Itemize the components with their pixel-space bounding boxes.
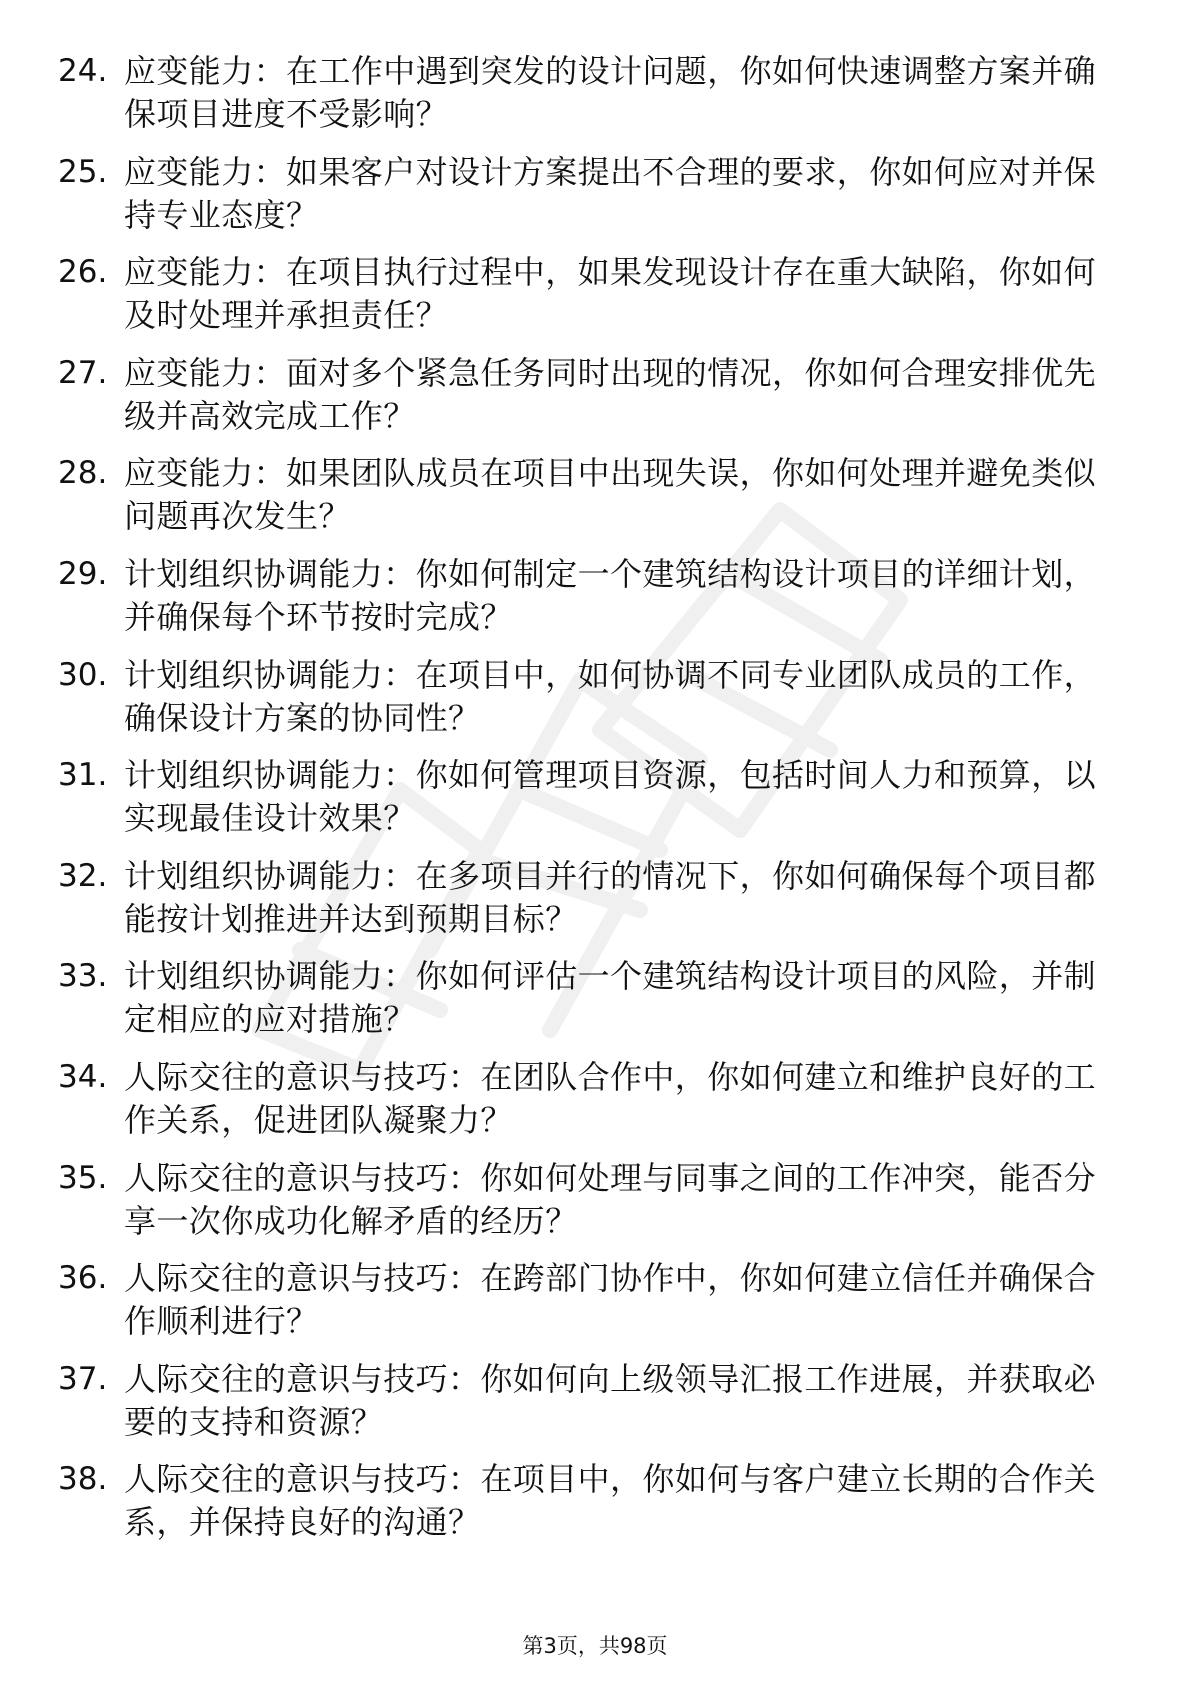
question-text: 人际交往的意识与技巧：你如何向上级领导汇报工作进展，并获取必要的支持和资源？ bbox=[124, 1359, 1097, 1441]
question-number: 35. bbox=[58, 1159, 108, 1196]
question-number: 24. bbox=[58, 53, 108, 89]
question-item bbox=[58, 1056, 1118, 1142]
question-number: 27. bbox=[58, 354, 108, 391]
question-item bbox=[58, 452, 1118, 538]
question-item bbox=[58, 855, 1118, 941]
question-item bbox=[58, 1458, 1118, 1544]
question-number: 33. bbox=[58, 958, 108, 995]
question-text: 计划组织协调能力：在多项目并行的情况下，你如何确保每个项目都能按计划推进并达到预期目标？ bbox=[124, 856, 1097, 938]
question-number: 25. bbox=[58, 153, 108, 190]
question-text: 计划组织协调能力：在项目中，如何协调不同专业团队成员的工作，确保设计方案的协同性？ bbox=[124, 655, 1097, 737]
question-number: 32. bbox=[58, 857, 108, 894]
question-item bbox=[58, 1257, 1118, 1343]
question-text: 应变能力：面对多个紧急任务同时出现的情况，你如何合理安排优先级并高效完成工作？ bbox=[124, 353, 1097, 435]
question-text: 计划组织协调能力：你如何制定一个建筑结构设计项目的详细计划，并确保每个环节按时完成？ bbox=[124, 554, 1097, 636]
question-text: 人际交往的意识与技巧：在项目中，你如何与客户建立长期的合作关系，并保持良好的沟通？ bbox=[124, 1460, 1097, 1542]
question-number: 34. bbox=[58, 1058, 108, 1095]
question-number: 31. bbox=[58, 757, 108, 794]
question-item bbox=[58, 754, 1118, 840]
question-list bbox=[58, 50, 1118, 1559]
question-text: 人际交往的意识与技巧：在团队合作中，你如何建立和维护良好的工作关系，促进团队凝聚力？ bbox=[124, 1057, 1097, 1139]
question-number: 36. bbox=[58, 1260, 108, 1297]
question-text: 人际交往的意识与技巧：你如何处理与同事之间的工作冲突，能否分享一次你成功化解矛盾的经历？ bbox=[124, 1158, 1097, 1240]
question-number: 28. bbox=[58, 455, 108, 492]
page-footer bbox=[0, 1631, 1190, 1661]
question-item bbox=[58, 654, 1118, 740]
question-text: 计划组织协调能力：你如何评估一个建筑结构设计项目的风险，并制定相应的应对措施？ bbox=[124, 957, 1097, 1039]
question-number: 29. bbox=[58, 555, 108, 592]
question-item bbox=[58, 50, 1118, 136]
question-text: 应变能力：如果客户对设计方案提出不合理的要求，你如何应对并保持专业态度？ bbox=[124, 152, 1097, 234]
question-item bbox=[58, 352, 1118, 438]
question-number: 30. bbox=[58, 656, 108, 693]
question-item bbox=[58, 251, 1118, 337]
question-number: 38. bbox=[58, 1461, 108, 1498]
question-number: 26. bbox=[58, 254, 108, 291]
question-item bbox=[58, 1358, 1118, 1444]
question-item bbox=[58, 553, 1118, 639]
question-item bbox=[58, 1157, 1118, 1243]
question-text: 人际交往的意识与技巧：在跨部门协作中，你如何建立信任并确保合作顺利进行？ bbox=[124, 1259, 1097, 1341]
question-text: 计划组织协调能力：你如何管理项目资源，包括时间人力和预算，以实现最佳设计效果？ bbox=[124, 756, 1097, 838]
question-number: 37. bbox=[58, 1360, 108, 1397]
question-text: 应变能力：如果团队成员在项目中出现失误，你如何处理并避免类似问题再次发生？ bbox=[124, 454, 1097, 536]
question-item bbox=[58, 151, 1118, 237]
question-item bbox=[58, 955, 1118, 1041]
page-number: 第3页，共98页 bbox=[522, 1634, 668, 1658]
question-text: 应变能力：在工作中遇到突发的设计问题，你如何快速调整方案并确保项目进度不受影响？ bbox=[124, 52, 1097, 133]
question-text: 应变能力：在项目执行过程中，如果发现设计存在重大缺陷，你如何及时处理并承担责任？ bbox=[124, 253, 1097, 335]
